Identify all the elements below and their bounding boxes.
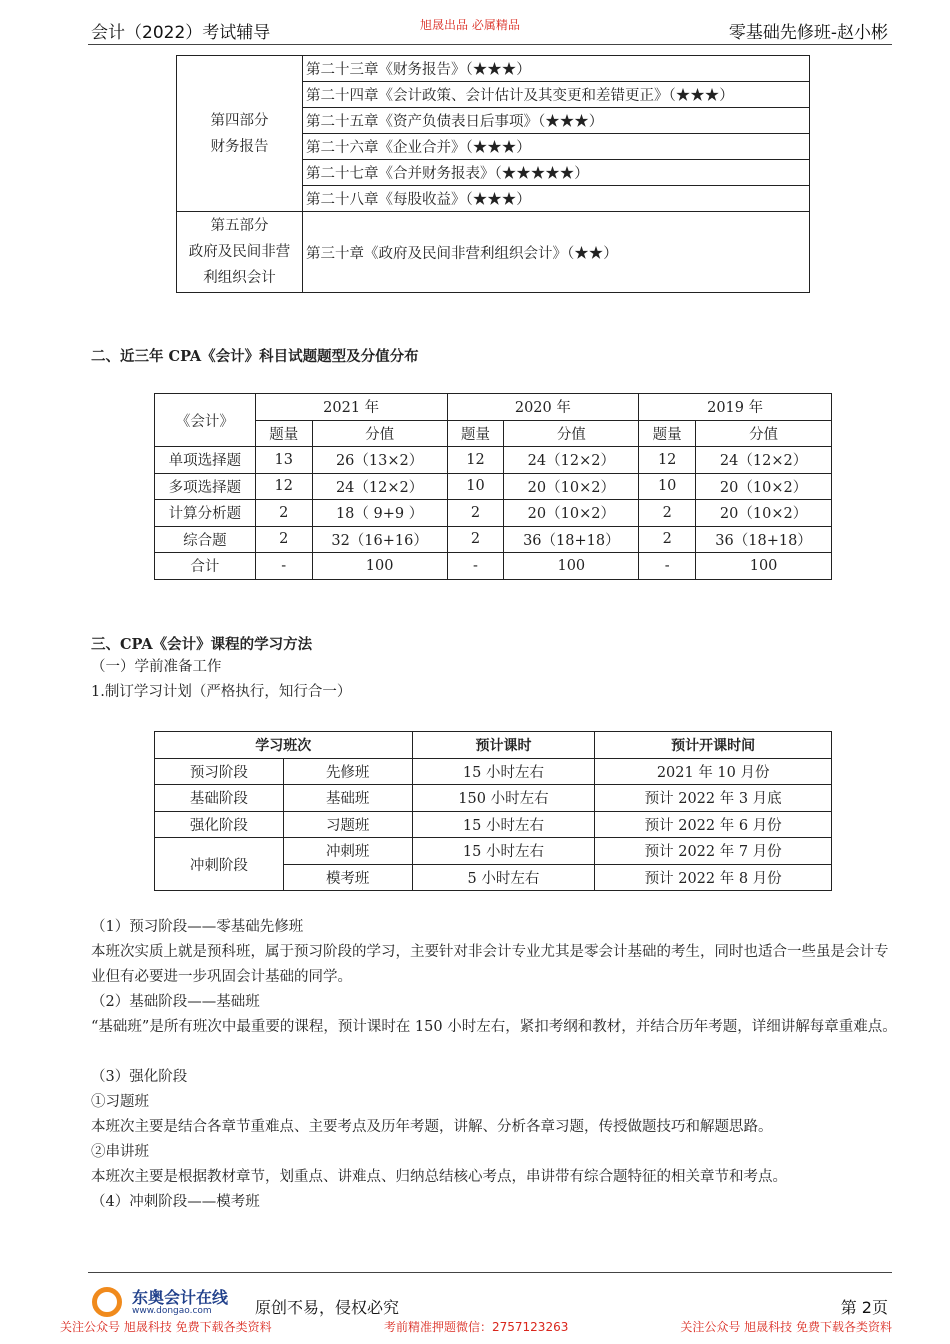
score-cell: 24（12×2） [504,447,639,474]
count-cell: - [255,553,312,580]
count-cell: - [447,553,504,580]
paragraph-body: “基础班”是所有班次中最重要的课程，预计课时在 150 小时左右，紧扣考纲和教材，并结合历年考题，详细讲解每章重难点。 [91,1019,897,1035]
paragraph-body: 本班次主要是结合各章节重难点、主要考点及历年考题，讲解、分析各章习题，传授做题技巧和解题思路。 [91,1119,773,1135]
subsection-title: （一）学前准备工作 [91,659,222,675]
stage-cell: 冲刺阶段 [155,838,284,891]
exam-table-row [155,447,832,474]
year-header: 2020 年 [447,394,639,421]
score-cell: 26（13×2） [312,447,447,474]
paragraph-title: （1）预习阶段——零基础先修班 [91,919,304,935]
class-cell: 先修班 [283,758,412,785]
start-time-cell: 预计 2022 年 7 月份 [595,838,832,865]
score-cell: 20（10×2） [696,473,832,500]
question-type-cell: 单项选择题 [155,447,256,474]
score-cell: 100 [312,553,447,580]
exam-table-row [155,500,832,527]
header-class-name: 零基础先修班-赵小彬 [728,23,888,43]
paragraph-title: ①习题班 [91,1094,149,1110]
section3-heading: 三、CPA《会计》课程的学习方法 [91,636,313,653]
chapter-cell: 第二十三章《财务报告》（★★★） [303,56,810,82]
promo-center: 考前精准押题微信：2757123263 [384,1320,569,1334]
header-course-title: 会计（2022）考试辅导 [91,23,271,43]
count-cell: 2 [255,526,312,553]
dongao-logo [92,1281,242,1321]
logo-name: 东奥会计在线 [132,1288,229,1307]
score-cell: 36（18+18） [504,526,639,553]
section2-heading: 二、近三年 CPA《会计》科目试题题型及分值分布 [91,348,419,365]
plan-header: 预计课时 [412,732,595,759]
start-time-cell: 预计 2022 年 6 月份 [595,811,832,838]
start-time-cell: 2021 年 10 月份 [595,758,832,785]
score-cell: 100 [504,553,639,580]
chapter-cell: 第二十七章《合并财务报表》（★★★★★） [303,160,810,186]
count-cell: 12 [255,473,312,500]
class-cell: 基础班 [283,785,412,812]
paragraph-title: ②串讲班 [91,1144,149,1160]
exam-table-row [155,553,832,580]
header-watermark: 旭晟出品 必属精品 [420,18,520,32]
item-title: 1.制订学习计划（严格执行，知行合一） [91,684,352,700]
sub-header: 题量 [255,420,312,447]
table-corner-label: 《会计》 [155,394,256,447]
question-type-cell: 多项选择题 [155,473,256,500]
chapter-cell: 第三十章《政府及民间非营利组织会计》（★★） [303,212,810,293]
start-time-cell: 预计 2022 年 8 月份 [595,864,832,891]
hours-cell: 5 小时左右 [412,864,595,891]
score-cell: 32（16+16） [312,526,447,553]
count-cell: - [639,553,696,580]
sub-header: 题量 [639,420,696,447]
count-cell: 12 [639,447,696,474]
count-cell: 2 [447,500,504,527]
sub-header: 题量 [447,420,504,447]
score-cell: 18（ 9+9 ） [312,500,447,527]
plan-header: 预计开课时间 [595,732,832,759]
stage-cell: 强化阶段 [155,811,284,838]
score-cell: 20（10×2） [504,473,639,500]
exam-distribution-table [154,393,832,580]
hours-cell: 15 小时左右 [412,811,595,838]
chapter-cell: 第二十五章《资产负债表日后事项》（★★★） [303,108,810,134]
score-cell: 36（18+18） [696,526,832,553]
count-cell: 13 [255,447,312,474]
count-cell: 10 [639,473,696,500]
study-plan-table [154,731,832,891]
sub-header: 分值 [312,420,447,447]
count-cell: 2 [255,500,312,527]
question-type-cell: 合计 [155,553,256,580]
paragraph-title: （4）冲刺阶段——模考班 [91,1194,260,1210]
class-cell: 冲刺班 [283,838,412,865]
promo-right: 关注公众号 旭晟科技 免费下载各类资料 [680,1320,892,1334]
question-type-cell: 计算分析题 [155,500,256,527]
hours-cell: 150 小时左右 [412,785,595,812]
chapter-cell: 第二十六章《企业合并》（★★★） [303,134,810,160]
paragraph-title: （3）强化阶段 [91,1069,188,1085]
count-cell: 2 [639,500,696,527]
stage-cell: 基础阶段 [155,785,284,812]
part4-name-line: 第四部分 [210,112,269,129]
hours-cell: 15 小时左右 [412,758,595,785]
paragraph-title: （2）基础阶段——基础班 [91,994,260,1010]
chapter-cell: 第二十四章《会计政策、会计估计及其变更和差错更正》（★★★） [303,82,810,108]
class-cell: 习题班 [283,811,412,838]
copyright-slogan: 原创不易，侵权必究 [255,1298,400,1317]
stage-cell: 预习阶段 [155,758,284,785]
exam-table-body [155,447,832,580]
promo-left: 关注公众号 旭晟科技 免费下载各类资料 [60,1320,272,1334]
logo-circle-icon [92,1287,122,1317]
year-header: 2021 年 [255,394,447,421]
paragraph-body: 本班次实质上就是预科班，属于预习阶段的学习，主要针对非会计专业尤其是零会计基础的考生，同时也适合一些虽是会计专业但有必要进一步巩固会计基础的同学。 [91,944,889,985]
hours-cell: 15 小时左右 [412,838,595,865]
score-cell: 20（10×2） [504,500,639,527]
part5-name-line: 政府及民间非营 [188,244,291,260]
paragraph-body: 本班次主要是根据教材章节，划重点、讲难点、归纳总结核心考点，串讲带有综合题特征的相关章节和考点。 [91,1169,787,1185]
count-cell: 2 [639,526,696,553]
count-cell: 10 [447,473,504,500]
start-time-cell: 预计 2022 年 3 月底 [595,785,832,812]
sub-header: 分值 [696,420,832,447]
count-cell: 12 [447,447,504,474]
page-number: 第 2页 [840,1298,888,1317]
footer-divider [88,1272,892,1273]
part5-name-line: 第五部分 [210,218,269,234]
score-cell: 24（12×2） [312,473,447,500]
exam-table-row [155,526,832,553]
logo-url: www.dongao.com [132,1306,212,1316]
count-cell: 2 [447,526,504,553]
plan-header: 学习班次 [155,732,413,759]
part5-name-line: 利组织会计 [203,270,276,286]
score-cell: 20（10×2） [696,500,832,527]
part4-cell [177,56,303,212]
chapter-cell: 第二十八章《每股收益》（★★★） [303,186,810,212]
part4-name-line: 财务报告 [210,138,269,155]
part5-cell [177,212,303,293]
parts-chapters-table [176,55,810,293]
sub-header: 分值 [504,420,639,447]
class-cell: 模考班 [283,864,412,891]
exam-table-row [155,473,832,500]
score-cell: 100 [696,553,832,580]
year-header: 2019 年 [639,394,832,421]
question-type-cell: 综合题 [155,526,256,553]
header-divider [88,44,892,45]
score-cell: 24（12×2） [696,447,832,474]
